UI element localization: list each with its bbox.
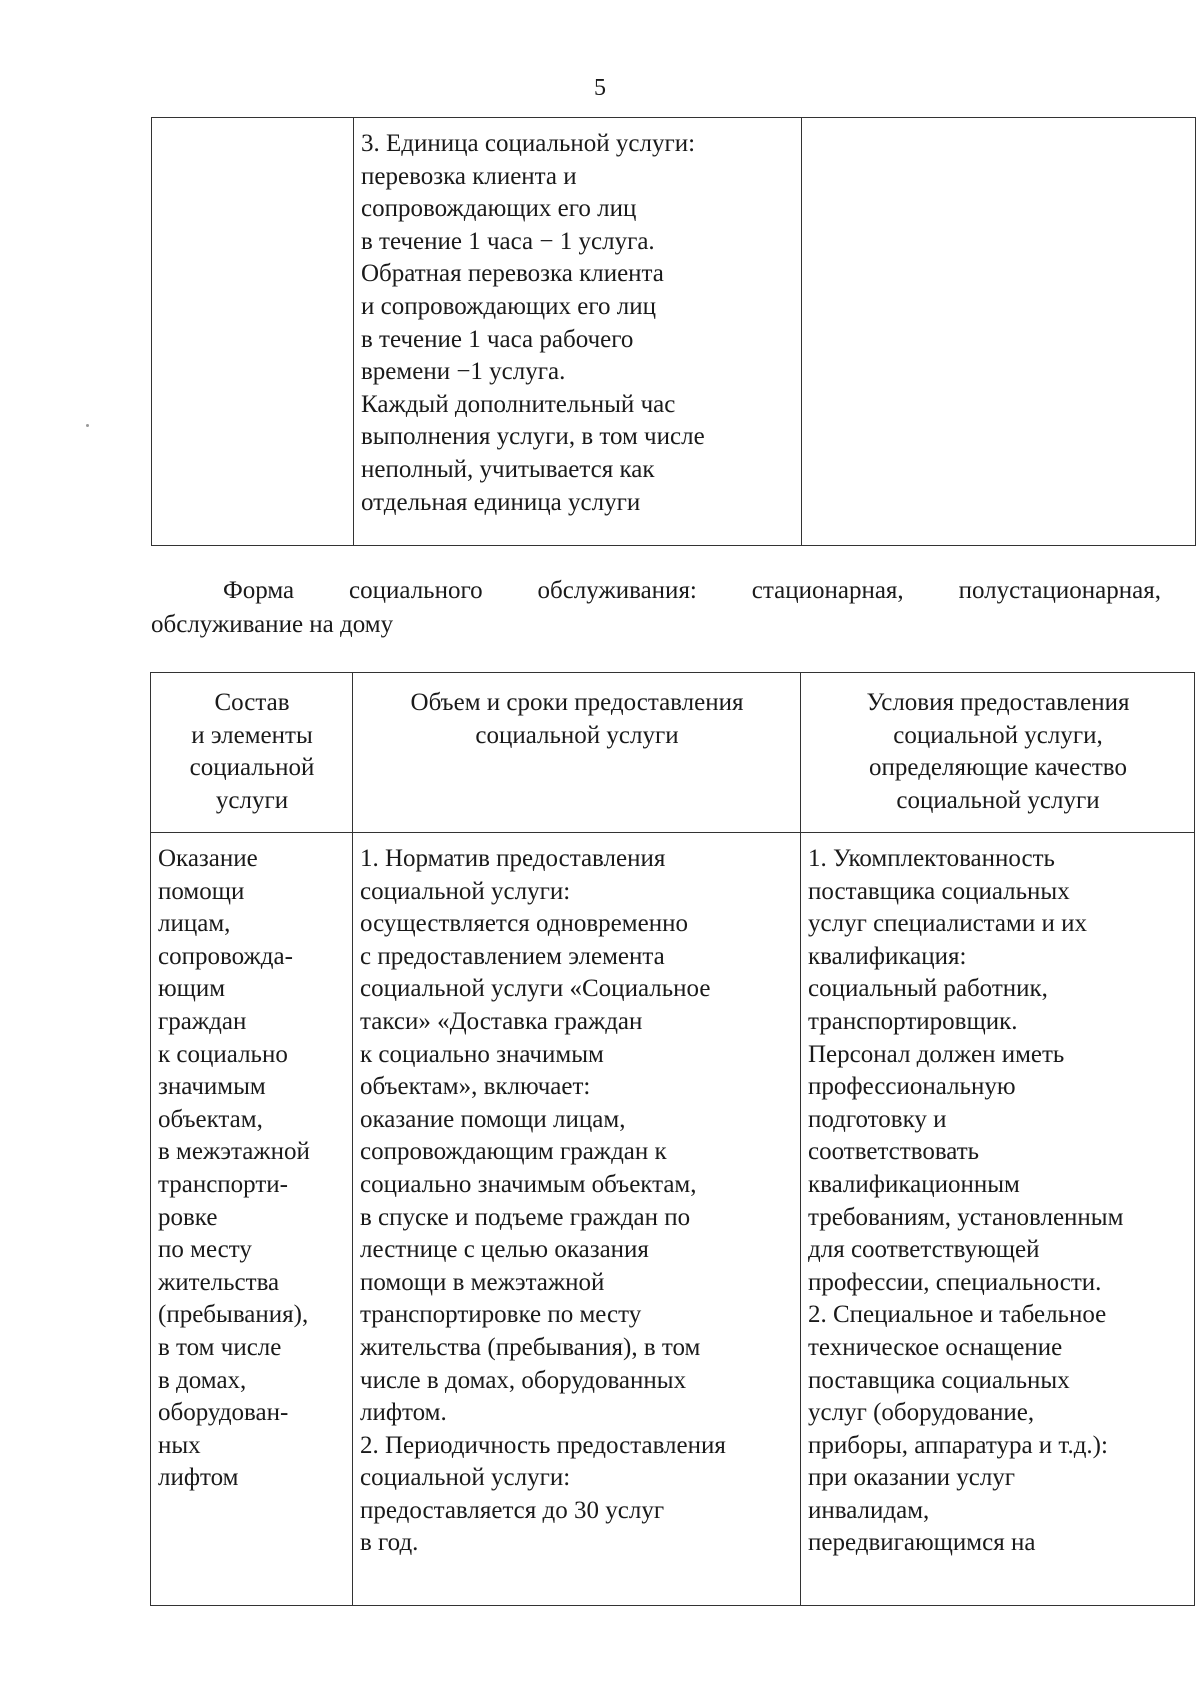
text-line: неполный, учитывается как bbox=[361, 455, 655, 483]
text-line: оборудован- bbox=[158, 1399, 289, 1427]
text-line: лицам, bbox=[158, 910, 231, 938]
text-line: Обратная перевозка клиента bbox=[361, 260, 664, 288]
text-line: Персонал должен иметь bbox=[808, 1040, 1065, 1068]
text-line: поставщика социальных bbox=[808, 877, 1070, 905]
text-line: граждан bbox=[158, 1007, 247, 1035]
text-line: в том числе bbox=[158, 1333, 282, 1361]
text-line: лестнице с целью оказания bbox=[360, 1236, 649, 1264]
cell-empty-left bbox=[152, 118, 354, 546]
text-line: 2. Периодичность предоставления bbox=[360, 1431, 726, 1459]
scan-speck bbox=[86, 424, 89, 427]
text-line: социальной услуги bbox=[896, 786, 1100, 814]
text-line: ющим bbox=[158, 975, 226, 1003]
text-line: числе в домах, оборудованных bbox=[360, 1366, 687, 1394]
text-line: инвалидам, bbox=[808, 1496, 930, 1524]
paragraph-line-2: обслуживание на дому bbox=[151, 611, 394, 638]
header-conditions bbox=[801, 673, 1195, 833]
continuation-table bbox=[151, 117, 1196, 546]
text-line: 1. Норматив предоставления bbox=[360, 845, 666, 872]
text-line: значимым bbox=[158, 1073, 266, 1101]
text-line: в межэтажной bbox=[158, 1138, 310, 1166]
text-line: в домах, bbox=[158, 1366, 247, 1394]
text-line: социальной услуги «Социальное bbox=[360, 975, 711, 1003]
service-table bbox=[150, 672, 1195, 1606]
text-line: по месту bbox=[158, 1236, 252, 1264]
text-line: профессии, специальности. bbox=[808, 1268, 1102, 1296]
text-line: и сопровождающих его лиц bbox=[361, 292, 656, 320]
text-line: объектам, bbox=[158, 1105, 263, 1133]
text-line: соответствовать bbox=[808, 1138, 980, 1166]
text-line: с предоставлением элемента bbox=[360, 942, 665, 970]
text-line: социальный работник, bbox=[808, 975, 1048, 1003]
text-line: предоставляется до 30 услуг bbox=[360, 1496, 665, 1524]
text-line: и элементы bbox=[191, 721, 313, 749]
text-line: времени −1 услуга. bbox=[361, 358, 566, 386]
text-line: при оказании услуг bbox=[808, 1464, 1016, 1492]
text-line: сопровождающим граждан к bbox=[360, 1138, 667, 1166]
text-line: подготовку и bbox=[808, 1105, 947, 1133]
text-line: в год. bbox=[360, 1529, 419, 1557]
text-line: 3. Единица социальной услуги: bbox=[361, 130, 696, 157]
text-line: к социально значимым bbox=[360, 1040, 604, 1068]
text-line: 1. Укомплектованность bbox=[808, 845, 1055, 872]
text-line: такси» «Доставка граждан bbox=[360, 1007, 643, 1035]
text-line: квалификационным bbox=[808, 1170, 1020, 1198]
text-line: лифтом. bbox=[360, 1399, 447, 1427]
table-header-row bbox=[151, 673, 1195, 833]
paragraph-line-1: Форма социального обслуживания: стационарная, полустационарная, bbox=[223, 577, 1161, 604]
cell-conditions bbox=[801, 833, 1195, 1606]
text-line: к социально bbox=[158, 1040, 288, 1068]
text-line: передвигающимся на bbox=[808, 1529, 1036, 1557]
text-line: техническое оснащение bbox=[808, 1333, 1063, 1361]
text-line: определяющие качество bbox=[869, 754, 1127, 782]
text-line: Оказание bbox=[158, 845, 258, 872]
text-line: социальной bbox=[189, 754, 315, 782]
text-line: услуг специалистами и их bbox=[808, 910, 1087, 938]
text-line: социальной услуги: bbox=[360, 877, 571, 905]
text-line: в спуске и подъеме граждан по bbox=[360, 1203, 691, 1231]
text-line: транспортировщик. bbox=[808, 1007, 1018, 1035]
service-form-paragraph bbox=[151, 574, 1161, 642]
text-line: квалификация: bbox=[808, 942, 967, 970]
table-row bbox=[152, 118, 1196, 546]
text-line: социально значимым объектам, bbox=[360, 1170, 697, 1198]
text-line: выполнения услуги, в том числе bbox=[361, 423, 705, 451]
header-composition bbox=[151, 673, 353, 833]
cell-volume-terms bbox=[353, 833, 801, 1606]
text-line: объектам», включает: bbox=[360, 1073, 591, 1101]
header-volume-terms bbox=[353, 673, 801, 833]
text-line: лифтом bbox=[158, 1464, 239, 1492]
text-line: отдельная единица услуги bbox=[361, 488, 641, 516]
text-line: транспортировке по месту bbox=[360, 1301, 642, 1329]
text-line: ных bbox=[158, 1431, 201, 1459]
text-line: приборы, аппаратура и т.д.): bbox=[808, 1431, 1108, 1459]
cell-service-element bbox=[151, 833, 353, 1606]
text-line: социальной услуги bbox=[475, 721, 679, 749]
cell-empty-right bbox=[802, 118, 1196, 546]
text-line: помощи в межэтажной bbox=[360, 1268, 605, 1296]
text-line: услуги bbox=[215, 786, 289, 814]
text-line: услуг (оборудование, bbox=[808, 1399, 1035, 1427]
text-line: (пребывания), bbox=[158, 1301, 309, 1329]
cell-service-unit bbox=[354, 118, 802, 546]
text-line: в течение 1 часа − 1 услуга. bbox=[361, 227, 655, 255]
text-line: 2. Специальное и табельное bbox=[808, 1301, 1107, 1329]
text-line: жительства (пребывания), в том bbox=[360, 1333, 701, 1361]
text-line: социальной услуги, bbox=[893, 721, 1103, 749]
text-line: социальной услуги: bbox=[360, 1464, 571, 1492]
text-line: Условия предоставления bbox=[866, 689, 1130, 716]
text-line: профессиональную bbox=[808, 1073, 1016, 1101]
text-line: Каждый дополнительный час bbox=[361, 390, 676, 418]
page-number: 5 bbox=[594, 75, 606, 101]
text-line: помощи bbox=[158, 877, 245, 905]
text-line: Состав bbox=[214, 689, 290, 716]
text-line: оказание помощи лицам, bbox=[360, 1105, 626, 1133]
text-line: в течение 1 часа рабочего bbox=[361, 325, 634, 353]
text-line: транспорти- bbox=[158, 1170, 288, 1198]
text-line: сопровожда- bbox=[158, 942, 293, 970]
text-line: поставщика социальных bbox=[808, 1366, 1070, 1394]
text-line: для соответствующей bbox=[808, 1236, 1040, 1264]
text-line: ровке bbox=[158, 1203, 218, 1231]
text-line: Объем и сроки предоставления bbox=[410, 689, 744, 716]
text-line: сопровождающих его лиц bbox=[361, 195, 637, 223]
text-line: осуществляется одновременно bbox=[360, 910, 688, 938]
text-line: перевозка клиента и bbox=[361, 162, 577, 190]
text-line: жительства bbox=[158, 1268, 280, 1296]
table-row bbox=[151, 833, 1195, 1606]
text-line: требованиям, установленным bbox=[808, 1203, 1124, 1231]
